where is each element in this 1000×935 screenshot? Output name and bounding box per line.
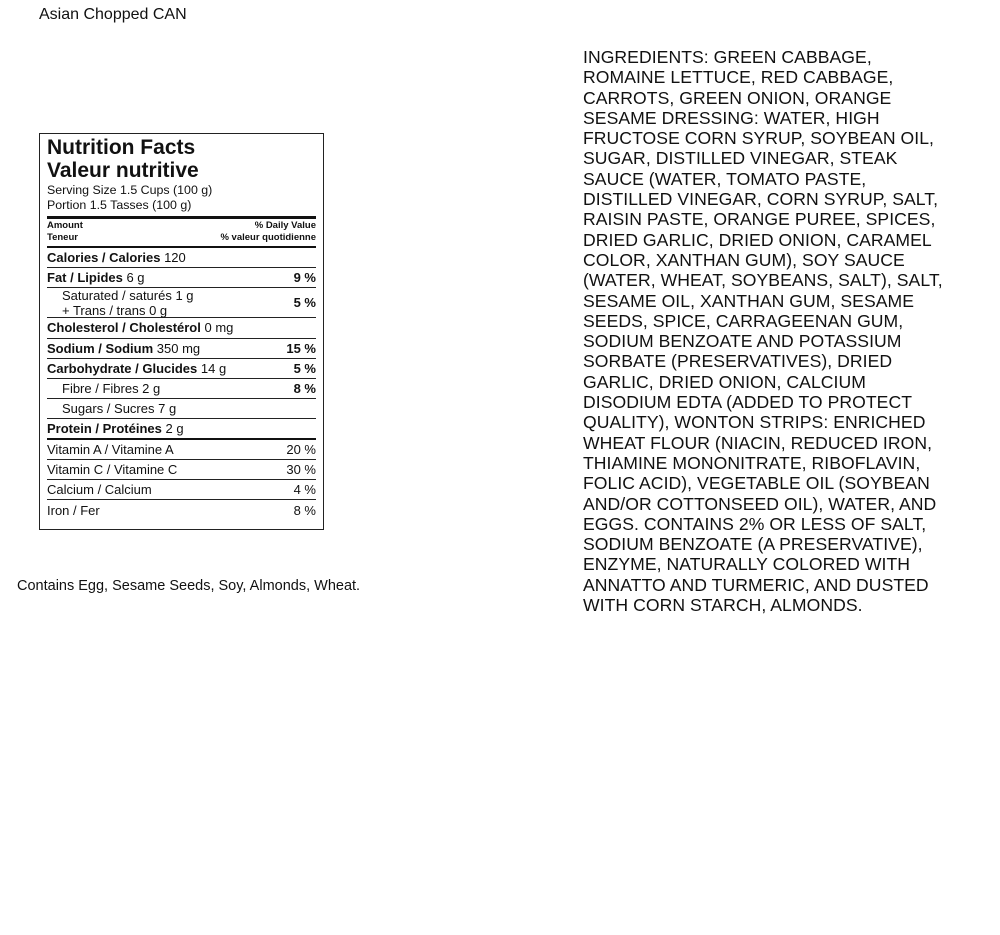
amount-label-fr: Teneur	[47, 232, 78, 243]
nutrient-label: Fat / Lipides	[47, 270, 123, 286]
daily-value-label-fr: % valeur quotidienne	[220, 232, 316, 243]
nutrient-percent: 15 %	[286, 340, 316, 356]
nutrient-label: Carbohydrate / Glucides	[47, 360, 198, 376]
nutrient-label: Protein / Protéines	[47, 420, 162, 436]
nutrient-label: Iron / Fer	[47, 502, 100, 518]
nutrient-label: Fibre / Fibres 2 g	[62, 381, 161, 397]
nutrient-row-vitamin-c	[47, 460, 316, 480]
nutrient-label: Calories / Calories	[47, 250, 161, 266]
ingredients-list: INGREDIENTS: GREEN CABBAGE, ROMAINE LETTUCE, RED CABBAGE, CARROTS, GREEN ONION, ORANGE SESAME DRESSING: WATER, HIGH FRUCTOSE CORN SYRUP, SOYBEAN OIL, SUGAR, DISTILLED VINEGAR, STEAK SAUCE (WATER, TOMATO PASTE, DISTILLED VINEGAR, CORN SYRUP, SALT, RAISIN PASTE, ORANGE PUREE, SPICES, DRIED GARLIC, DRIED ONION, CARAMEL COLOR, XANTHAN GUM), SOY SAUCE (WATER, WHEAT, SOYBEANS, SALT), SALT, SESAME OIL, XANTHAN GUM, SESAME SEEDS, SPICE, CARRAGEENAN GUM, SODIUM BENZOATE AND POTASSIUM SORBATE (PRESERVATIVES), DRIED GARLIC, DRIED ONION, CALCIUM DISODIUM EDTA (ADDED TO PROTECT QUALITY), WONTON STRIPS: ENRICHED WHEAT FLOUR (NIACIN, REDUCED IRON, THIAMINE MONONITRATE, RIBOFLAVIN, FOLIC ACID), VEGETABLE OIL (SOYBEAN AND/OR COTTONSEED OIL), WATER, AND EGGS. CONTAINS 2% OR LESS OF SALT, SODIUM BENZOATE (A PRESERVATIVE), ENZYME, NATURALLY COLORED WITH ANNATTO AND TURMERIC, AND DUSTED WITH CORN STARCH, ALMONDS.	[583, 47, 943, 616]
nutrient-label: Calcium / Calcium	[47, 481, 152, 497]
nutrient-percent: 30 %	[286, 461, 316, 477]
nutrient-percent: 4 %	[293, 481, 316, 497]
amount-label-en: Amount	[47, 220, 83, 231]
serving-size-en: Serving Size 1.5 Cups (100 g)	[47, 183, 213, 197]
nutrient-amount: 120	[164, 250, 186, 266]
daily-value-label-en: % Daily Value	[254, 220, 316, 231]
nutrient-row-iron	[47, 500, 316, 520]
amount-header	[47, 219, 316, 244]
nutrient-amount: 2 g	[165, 420, 184, 436]
nutrient-percent: 8 %	[293, 381, 316, 397]
product-title: Asian Chopped CAN	[39, 6, 187, 23]
nutrient-amount: 14 g	[200, 360, 227, 376]
nutrient-label: Sodium / Sodium	[47, 340, 154, 356]
serving-size-fr: Portion 1.5 Tasses (100 g)	[47, 198, 192, 212]
nutrient-percent: 20 %	[286, 441, 316, 457]
nutrient-label: Saturated / saturés 1 g	[62, 287, 194, 303]
nutrient-row-cholesterol	[47, 318, 316, 338]
nutrient-row-fat	[47, 268, 316, 288]
nutrient-percent: 9 %	[293, 270, 316, 286]
nutrient-label: Cholesterol / Cholestérol	[47, 320, 201, 336]
nutrient-row-carbohydrate	[47, 359, 316, 379]
nutrient-amount: 0 mg	[204, 320, 234, 336]
nutrition-title-fr: Valeur nutritive	[47, 159, 199, 182]
nutrient-row-calories	[47, 248, 316, 268]
nutrition-title-en: Nutrition Facts	[47, 136, 196, 159]
nutrient-amount: 350 mg	[156, 340, 201, 356]
nutrient-row-sodium	[47, 339, 316, 359]
nutrient-label: Sugars / Sucres 7 g	[62, 401, 177, 417]
nutrient-row-sugars	[47, 399, 316, 419]
nutrient-row-fibre	[47, 379, 316, 399]
nutrient-label: Vitamin A / Vitamine A	[47, 441, 174, 457]
nutrient-amount: 6 g	[126, 270, 145, 286]
nutrient-percent: 5 %	[293, 295, 316, 311]
nutrient-label: Vitamin C / Vitamine C	[47, 461, 178, 477]
nutrient-percent: 8 %	[293, 502, 316, 518]
nutrient-row-calcium	[47, 480, 316, 500]
allergen-statement: Contains Egg, Sesame Seeds, Soy, Almonds, Wheat.	[17, 578, 361, 594]
nutrient-percent: 5 %	[293, 360, 316, 376]
nutrient-row-vitamin-a	[47, 440, 316, 460]
nutrient-row-protein	[47, 419, 316, 439]
nutrient-label: + Trans / trans 0 g	[62, 302, 168, 318]
nutrition-facts-table	[39, 133, 324, 530]
nutrient-row-saturated-trans	[47, 288, 316, 318]
